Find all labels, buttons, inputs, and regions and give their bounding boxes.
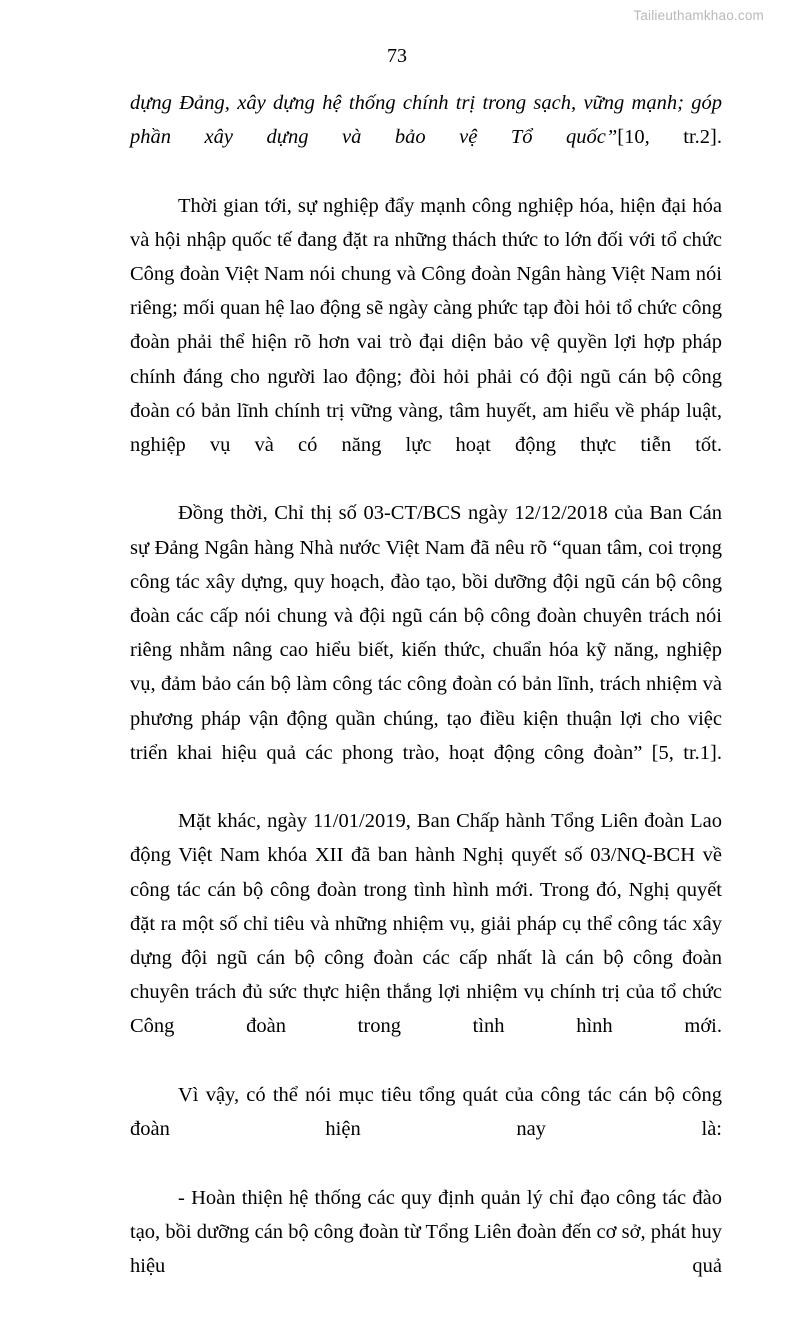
page-body <box>130 86 722 1317</box>
paragraph-thoi-gian-toi: Thời gian tới, sự nghiệp đẩy mạnh công nghiệp hóa, hiện đại hóa và hội nhập quốc tế đang đặt ra những thách thức to lớn đối với tổ chức Công đoàn Việt Nam nói chung và Công đoàn Ngân hàng Việt Nam nói riêng; mối quan hệ lao động sẽ ngày càng phức tạp đòi hỏi tổ chức công đoàn phải thể hiện rõ hơn vai trò đại diện bảo vệ quyền lợi hợp pháp chính đáng cho người lao động; đòi hỏi phải có đội ngũ cán bộ công đoàn có bản lĩnh chính trị vững vàng, tâm huyết, am hiểu về pháp luật, nghiệp vụ và có năng lực hoạt động thực tiễn tốt. <box>130 189 722 497</box>
paragraph-dong-thoi: Đồng thời, Chỉ thị số 03-CT/BCS ngày 12/12/2018 của Ban Cán sự Đảng Ngân hàng Nhà nước Việt Nam đã nêu rõ “quan tâm, coi trọng công tác xây dựng, quy hoạch, đào tạo, bồi dưỡng đội ngũ cán bộ công đoàn các cấp nói chung và đội ngũ cán bộ công đoàn chuyên trách nói riêng nhằm nâng cao hiểu biết, kiến thức, chuẩn hóa kỹ năng, nghiệp vụ, đảm bảo cán bộ làm công tác công đoàn có bản lĩnh, trách nhiệm và phương pháp vận động quần chúng, tạo điều kiện thuận lợi cho việc triển khai hiệu quả các phong trào, hoạt động công đoàn” [5, tr.1]. <box>130 496 722 804</box>
watermark-text: Tailieuthamkhao.com <box>633 8 764 23</box>
citation-reference: [10, tr.2]. <box>617 126 722 148</box>
paragraph-quote-continuation <box>130 86 722 189</box>
page-number: 73 <box>0 44 794 68</box>
quote-italic-text: dựng Đảng, xây dựng hệ thống chính trị trong sạch, vững mạnh; góp phần xây dựng và bảo vệ Tổ quốc” <box>130 92 722 148</box>
paragraph-bullet-hoan-thien: - Hoàn thiện hệ thống các quy định quản lý chỉ đạo công tác đào tạo, bồi dưỡng cán bộ công đoàn từ Tổng Liên đoàn đến cơ sở, phát huy hiệu quả <box>130 1181 722 1317</box>
paragraph-vi-vay: Vì vậy, có thể nói mục tiêu tổng quát của công tác cán bộ công đoàn hiện nay là: <box>130 1078 722 1181</box>
paragraph-mat-khac: Mặt khác, ngày 11/01/2019, Ban Chấp hành Tổng Liên đoàn Lao động Việt Nam khóa XII đã ban hành Nghị quyết số 03/NQ-BCH về công tác cán bộ công đoàn trong tình hình mới. Trong đó, Nghị quyết đặt ra một số chỉ tiêu và những nhiệm vụ, giải pháp cụ thể công tác xây dựng đội ngũ cán bộ công đoàn các cấp nhất là cán bộ công đoàn chuyên trách đủ sức thực hiện thắng lợi nhiệm vụ chính trị của tổ chức Công đoàn trong tình hình mới. <box>130 804 722 1078</box>
